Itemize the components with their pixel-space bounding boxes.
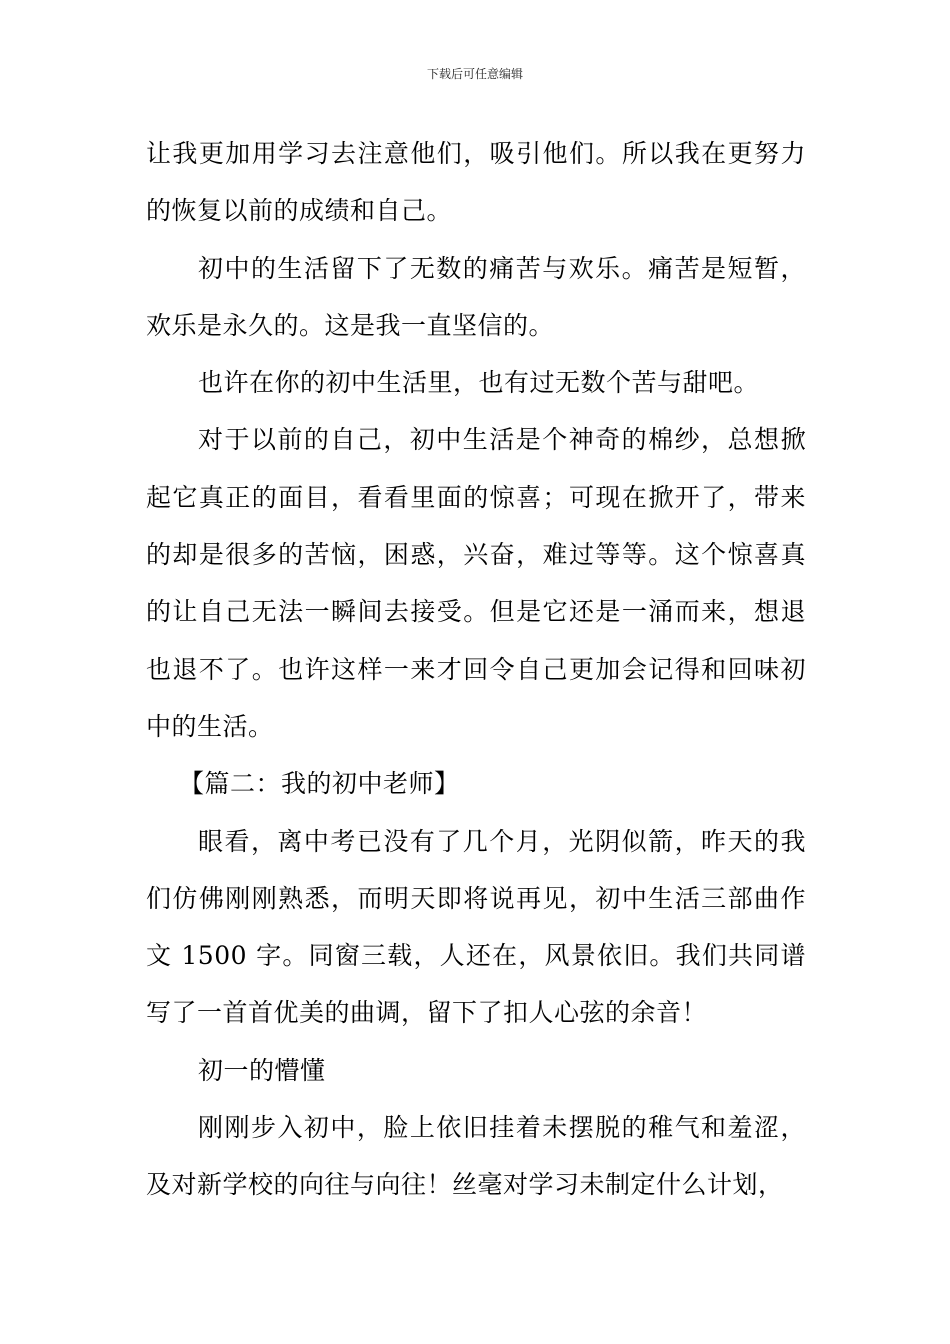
paragraph: 刚刚步入初中，脸上依旧挂着未摆脱的稚气和羞涩，及对新学校的向往与向往！丝毫对学习未制定什么计划， [146,1113,806,1200]
paragraph: 初中的生活留下了无数的痛苦与欢乐。痛苦是短暂，欢乐是永久的。这是我一直坚信的。 [146,253,806,340]
paragraph: 也许在你的初中生活里，也有过无数个苦与甜吧。 [198,368,760,398]
subheading: 初一的懵懂 [198,1055,326,1085]
paragraph: 对于以前的自己，初中生活是个神奇的棉纱，总想掀起它真正的面目，看看里面的惊喜；可现在掀开了，带来的却是很多的苦恼，困惑，兴奋，难过等等。这个惊喜真的让自己无法一瞬间去接受。但是它还是一涌而来，想退也退不了。也许这样一来才回令自己更加会记得和回味初中的生活。 [146,425,806,741]
document-body [146,125,806,1214]
paragraph: 让我更加用学习去注意他们，吸引他们。所以我在更努力的恢复以前的成绩和自己。 [146,139,806,226]
paragraph: 眼看，离中考已没有了几个月，光阴似箭，昨天的我们仿佛刚刚熟悉，而明天即将说再见，初中生活三部曲作文 1500 字。同窗三载，人还在，风景依旧。我们共同谱写了一首首优美的曲调，留下了扣人心弦的余音！ [146,826,806,1028]
section-heading: 【篇二：我的初中老师】 [179,769,460,799]
page-header-note: 下载后可任意编辑 [426,67,523,81]
